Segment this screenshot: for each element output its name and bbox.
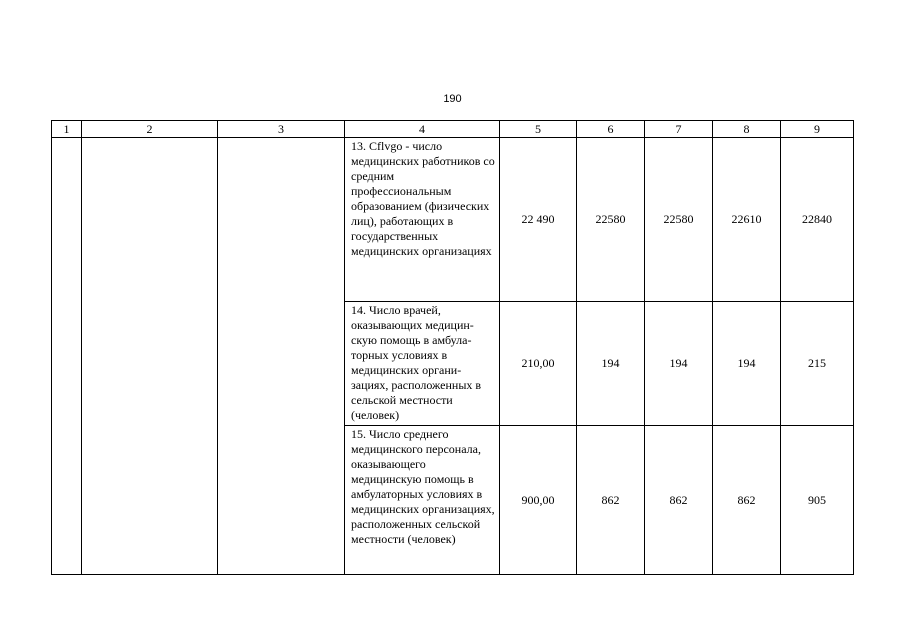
indicator-description: 13. Cflvgo - число медицинских работников со средним профессиональным образованием (физических лиц), работающих в государственных медицинских организациях: [345, 138, 500, 302]
indicator-value: 215: [781, 302, 854, 426]
page-number: 190: [443, 93, 462, 105]
indicator-value: 22840: [781, 138, 854, 302]
column-header-4: 4: [345, 121, 500, 138]
indicator-value: 194: [577, 302, 645, 426]
indicator-value: 862: [713, 426, 781, 575]
column-header-5: 5: [500, 121, 577, 138]
column-header-8: 8: [713, 121, 781, 138]
column-header-1: 1: [52, 121, 82, 138]
indicator-value: 194: [645, 302, 713, 426]
column-header-7: 7: [645, 121, 713, 138]
table-row: [52, 138, 854, 302]
indicator-value: 862: [577, 426, 645, 575]
indicator-description: 14. Число врачей, оказывающих медицин-скую помощь в амбула-торных условиях в медицинских органи-зациях, расположенных в сельской местности (человек): [345, 302, 500, 426]
indicator-value: 210,00: [500, 302, 577, 426]
data-table: [51, 120, 854, 575]
indicator-value: 22580: [577, 138, 645, 302]
indicator-value: 900,00: [500, 426, 577, 575]
indicator-value: 194: [713, 302, 781, 426]
indicator-value: 22610: [713, 138, 781, 302]
column-header-3: 3: [218, 121, 345, 138]
indicator-value: 905: [781, 426, 854, 575]
column-header-9: 9: [781, 121, 854, 138]
column-2-cell: [82, 138, 218, 575]
column-header-6: 6: [577, 121, 645, 138]
indicator-value: 22 490: [500, 138, 577, 302]
header-row: [52, 121, 854, 138]
indicator-value: 862: [645, 426, 713, 575]
column-header-2: 2: [82, 121, 218, 138]
column-3-cell: [218, 138, 345, 575]
indicator-value: 22580: [645, 138, 713, 302]
indicator-description: 15. Число среднего медицинского персонала, оказывающего медицинскую помощь в амбулаторных условиях в медицинских организациях, расположенных сельской местности (человек): [345, 426, 500, 575]
column-1-cell: [52, 138, 82, 575]
